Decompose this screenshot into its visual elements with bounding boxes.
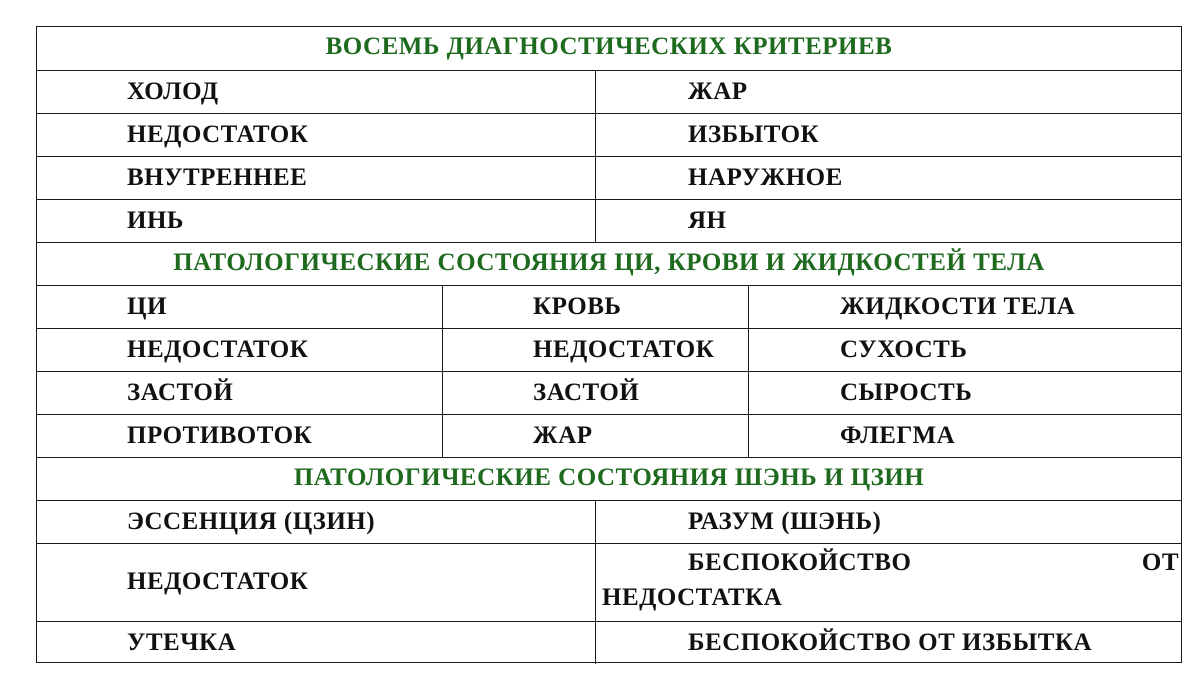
table-cell — [748, 415, 1181, 457]
table-cell — [595, 501, 1181, 543]
cell-text: ЗАСТОЙ — [127, 379, 234, 406]
cell-text: НЕДОСТАТОК — [127, 568, 309, 595]
cell-text: ХОЛОД — [127, 78, 219, 105]
table-cell — [37, 286, 442, 328]
table-cell — [442, 415, 748, 457]
table-cell — [595, 114, 1181, 156]
cell-text: ВНУТРЕННЕЕ — [127, 164, 308, 191]
table-cell — [37, 71, 595, 113]
cell-text: НЕДОСТАТОК — [127, 336, 309, 363]
table-cell — [37, 329, 442, 371]
table-row — [37, 621, 1181, 664]
table-row — [37, 414, 1181, 457]
cell-text: ЦИ — [127, 293, 167, 320]
table-row — [37, 70, 1181, 113]
cell-text: ЖАР — [688, 78, 748, 105]
cell-text: НЕДОСТАТОК — [127, 121, 309, 148]
cell-text: ИНЬ — [127, 207, 184, 234]
cell-text: КРОВЬ — [533, 293, 622, 320]
cell-text: ОТ — [1141, 549, 1179, 576]
section-title: ПАТОЛОГИЧЕСКИЕ СОСТОЯНИЯ ШЭНЬ И ЦЗИН — [293, 464, 925, 491]
criteria-table — [36, 26, 1182, 663]
cell-text: УТЕЧКА — [127, 629, 237, 656]
table-cell — [595, 157, 1181, 199]
cell-text: ЯН — [688, 207, 727, 234]
table-row — [37, 500, 1181, 543]
table-cell — [37, 372, 442, 414]
cell-text: ФЛЕГМА — [840, 422, 956, 449]
table-cell — [37, 114, 595, 156]
table-cell — [37, 157, 595, 199]
table-row — [37, 156, 1181, 199]
table-cell — [37, 200, 595, 242]
table-cell — [37, 622, 595, 664]
cell-text: ЗАСТОЙ — [533, 379, 640, 406]
cell-text: СУХОСТЬ — [840, 336, 968, 363]
table-cell — [37, 415, 442, 457]
table-cell — [442, 329, 748, 371]
cell-text: ПРОТИВОТОК — [127, 422, 313, 449]
cell-text: ИЗБЫТОК — [688, 121, 820, 148]
section-title: ВОСЕМЬ ДИАГНОСТИЧЕСКИХ КРИТЕРИЕВ — [325, 33, 893, 60]
table-cell — [748, 286, 1181, 328]
table-cell — [595, 622, 1181, 664]
cell-text: БЕСПОКОЙСТВО — [688, 549, 912, 576]
section-header — [37, 457, 1181, 500]
cell-text: РАЗУМ (ШЭНЬ) — [688, 508, 882, 535]
cell-text: НЕДОСТАТОК — [533, 336, 715, 363]
table-cell — [37, 501, 595, 543]
table-cell — [595, 200, 1181, 242]
table-cell — [442, 286, 748, 328]
cell-text: ЖАР — [533, 422, 593, 449]
table-row — [37, 113, 1181, 156]
section-header — [37, 27, 1181, 70]
table-row — [37, 285, 1181, 328]
table-row — [37, 199, 1181, 242]
section-header — [37, 242, 1181, 285]
table-row — [37, 371, 1181, 414]
table-cell — [37, 544, 595, 621]
table-row — [37, 543, 1181, 621]
table-row — [37, 328, 1181, 371]
table-cell — [748, 372, 1181, 414]
table-cell — [748, 329, 1181, 371]
cell-text: БЕСПОКОЙСТВО ОТ ИЗБЫТКА — [688, 629, 1093, 656]
section-title: ПАТОЛОГИЧЕСКИЕ СОСТОЯНИЯ ЦИ, КРОВИ И ЖИДКОСТЕЙ ТЕЛА — [173, 249, 1045, 276]
cell-text: НЕДОСТАТКА — [602, 584, 783, 611]
table-cell — [595, 544, 1181, 621]
cell-text: ЭССЕНЦИЯ (ЦЗИН) — [127, 508, 376, 535]
cell-text: СЫРОСТЬ — [840, 379, 973, 406]
cell-text: ЖИДКОСТИ ТЕЛА — [840, 293, 1076, 320]
cell-text: НАРУЖНОЕ — [688, 164, 843, 191]
table-cell — [442, 372, 748, 414]
table-cell — [595, 71, 1181, 113]
